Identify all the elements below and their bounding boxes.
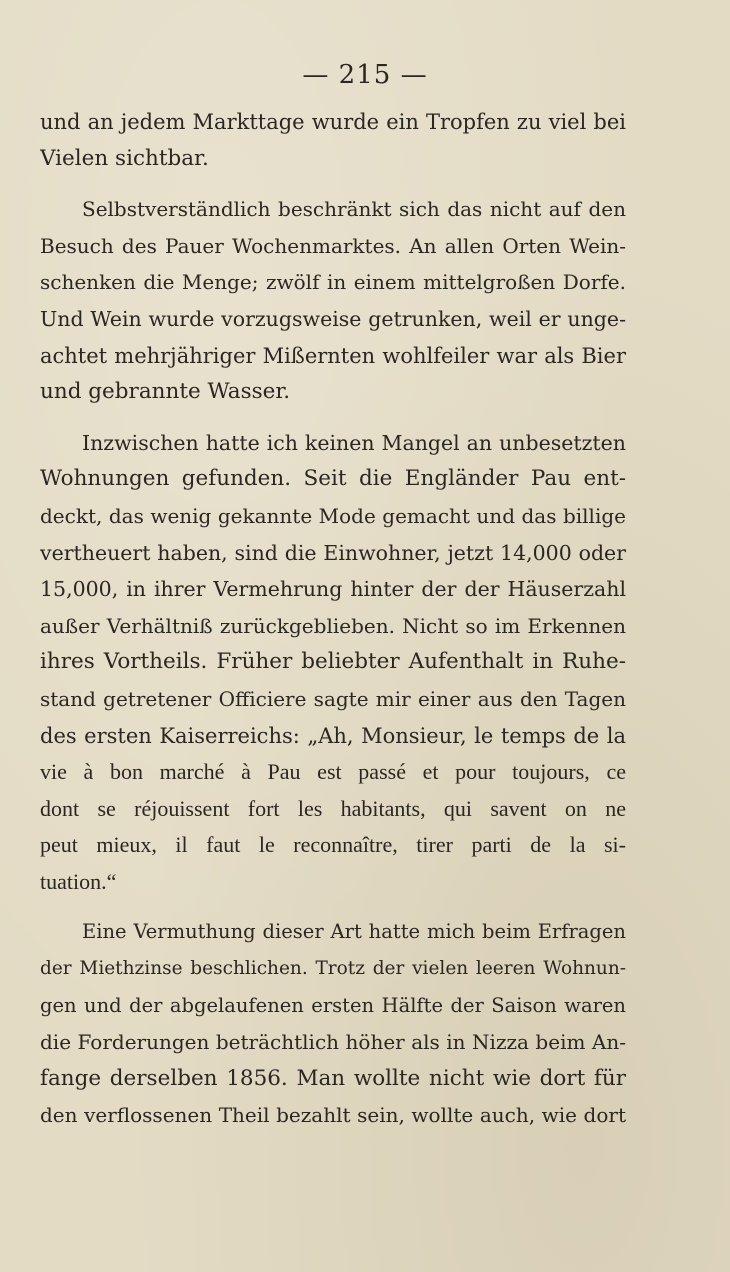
- text-line-french: vie à bon marché à Pau est passé et pour toujours, ce: [40, 759, 626, 785]
- text-line: 15,000, in ihrer Vermehrung hinter der der Häuserzahl: [40, 577, 626, 602]
- paragraph: [40, 425, 626, 901]
- body-text: [40, 104, 626, 1134]
- text-line: Selbstverständlich beschränkt sich das nicht auf den: [82, 197, 626, 222]
- text-line: Inzwischen hatte ich keinen Mangel an unbesetzten: [82, 430, 626, 455]
- paragraph: [40, 104, 626, 177]
- text-line: der Miethzinse beschlichen. Trotz der vielen leeren Wohnun-: [40, 958, 626, 980]
- paragraph: [40, 191, 626, 411]
- paragraph: [40, 914, 626, 1134]
- text-line: Wohnungen gefunden. Seit die Engländer Pau ent-: [40, 466, 626, 492]
- text-line: fange derselben 1856. Man wollte nicht wie dort für: [40, 1065, 626, 1091]
- text-line: vertheuert haben, sind die Einwohner, jetzt 14,000 oder: [40, 540, 626, 565]
- text-line: schenken die Menge; zwölf in einem mittelgroßen Dorfe.: [40, 270, 626, 295]
- text-line: ihres Vortheils. Früher beliebter Aufenthalt in Ruhe-: [40, 649, 626, 675]
- text-line: Besuch des Pauer Wochenmarktes. An allen Orten Wein-: [40, 233, 626, 258]
- text-line: und gebrannte Wasser.: [40, 379, 291, 405]
- text-line: den verflossenen Theil bezahlt sein, wollte auch, wie dort: [40, 1103, 626, 1128]
- page-number: — 215 —: [302, 60, 428, 90]
- text-line-french: peut mieux, il faut le reconnaître, tirer parti de la si-: [40, 832, 626, 858]
- text-line-french: tuation.“: [40, 868, 117, 894]
- text-line: gen und der abgelaufenen ersten Hälfte der Saison waren: [40, 993, 626, 1017]
- text-line: achtet mehrjähriger Mißernten wohlfeiler war als Bier: [40, 343, 626, 368]
- text-line: deckt, das wenig gekannte Mode gemacht und das billige: [40, 503, 626, 528]
- text-line: die Forderungen beträchtlich höher als in Nizza beim An-: [40, 1030, 626, 1055]
- text-line: Und Wein wurde vorzugsweise getrunken, weil er unge-: [40, 306, 626, 331]
- text-line-french: dont se réjouissent fort les habitants, qui savent on ne: [40, 795, 626, 821]
- text-line: außer Verhältniß zurückgeblieben. Nicht so im Erkennen: [40, 613, 626, 638]
- text-line: des ersten Kaiserreichs: „Ah, Monsieur, le temps de la: [40, 723, 626, 748]
- text-line: Vielen sichtbar.: [40, 145, 209, 171]
- text-line: und an jedem Markttage wurde ein Tropfen zu viel bei: [40, 110, 626, 134]
- text-line: stand getretener Officiere sagte mir einer aus den Tagen: [40, 686, 626, 711]
- text-line: Eine Vermuthung dieser Art hatte mich beim Erfragen: [82, 920, 626, 944]
